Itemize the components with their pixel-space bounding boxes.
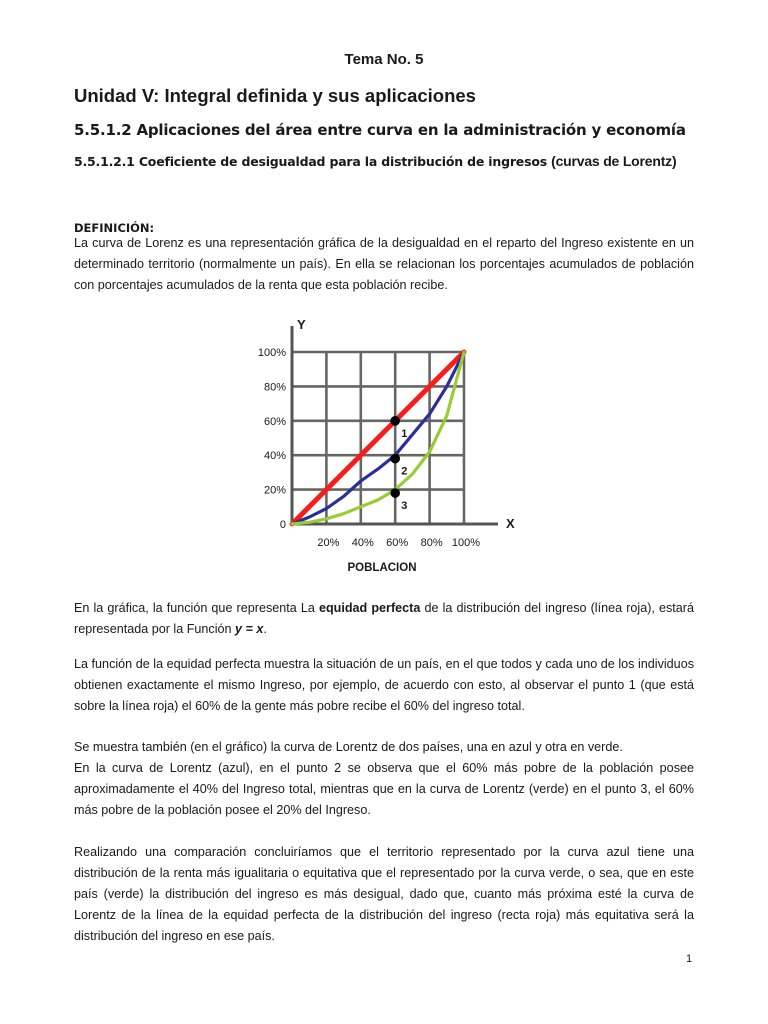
section-heading: 5.5.1.2 Aplicaciones del área entre curva en la administración y economía	[74, 121, 686, 139]
p1-pre: En la gráfica, la función que representa La	[74, 601, 319, 615]
y-tick-label: 40%	[263, 450, 286, 463]
y-tick-label: 60%	[263, 415, 286, 428]
subsection-text: 5.5.1.2.1 Coeficiente de desigualdad para la distribución de ingresos	[74, 154, 547, 169]
paragraph-3a: Se muestra también (en el gráfico) la curva de Lorentz de dos países, una en azul y otra en verde.	[74, 740, 623, 754]
page-number: 1	[686, 953, 693, 965]
definition-paragraph: La curva de Lorenz es una representación gráfica de la desigualdad en el reparto del Ingreso existente en un determinado territorio (normalmente un país). En ella se relacionan los porcentajes acumulados de población con porcentajes acumulados de la renta que esta población recibe.	[74, 236, 694, 292]
lorenz-chart	[220, 312, 530, 582]
paragraph-equidad	[74, 598, 694, 640]
subsection-paren: (curvas de Lorentz)	[551, 153, 677, 169]
paragraph-2-block	[74, 654, 694, 717]
y-axis-letter: Y	[297, 317, 306, 332]
x-tick-label: 20%	[317, 537, 340, 549]
p1-bold: equidad perfecta	[318, 601, 421, 615]
y-tick-label: 100%	[257, 347, 286, 359]
point-label-2: 2	[401, 465, 408, 478]
definition-text	[74, 233, 694, 296]
paragraph-3b: En la curva de Lorentz (azul), en el punto 2 se observa que el 60% más pobre de la población posee aproximadamente el 40% del Ingreso total, mientras que en la curva de Lorentz (verde) en el punto 3, el 60% más pobre de la población posee el 20% del Ingreso.	[74, 761, 694, 817]
y-tick-label: 0	[279, 519, 286, 531]
paragraph-2: La función de la equidad perfecta muestra la situación de un país, en el que todos y cada uno de los individuos obtienen exactamente el mismo Ingreso, por ejemplo, de acuerdo con esto, al observar el punto 1 (que está sobre la línea roja) el 60% de la gente más pobre recibe el 60% del ingreso total.	[74, 657, 694, 713]
x-axis-label: POBLACION	[347, 562, 417, 574]
paragraph-4: Realizando una comparación concluiríamos que el territorio representado por la curva azul tiene una distribución de la renta más igualitaria o equitativa que el representado por la curva verde, o sea, que en este país (verde) la distribución del ingreso es más desigual, dado que, cuanto más próxima esté la curva de Lorentz de la línea de la equidad perfecta de la distribución del ingreso (recta roja) más equitativa será la distribución del ingreso en ese país.	[74, 845, 694, 943]
x-tick-label: 40%	[351, 537, 374, 549]
p1-end: .	[263, 622, 267, 636]
x-tick-label: 80%	[420, 537, 443, 549]
point-marker-1	[390, 416, 400, 426]
definition-heading: DEFINICIÓN:	[74, 221, 155, 235]
p1-mid: de la distribución del ingreso (línea roja), estará representada por la Función	[74, 601, 695, 636]
point-marker-2	[390, 454, 400, 464]
point-marker-3	[390, 488, 400, 498]
paragraph-3-block	[74, 737, 694, 821]
paragraph-4-block	[74, 842, 694, 947]
unit-title: Unidad V: Integral definida y sus aplicaciones	[74, 85, 476, 106]
subsection-heading	[74, 153, 676, 169]
x-tick-label: 100%	[451, 537, 481, 549]
y-tick-label: 20%	[263, 484, 286, 497]
p1-formula: y = x	[235, 622, 264, 636]
point-label-3: 3	[401, 500, 408, 513]
x-axis-letter: X	[506, 516, 515, 531]
tema-title: Tema No. 5	[344, 51, 424, 68]
chart-points	[390, 416, 407, 512]
point-label-1: 1	[401, 427, 408, 440]
y-tick-label: 80%	[263, 381, 286, 394]
chart-series	[292, 352, 464, 524]
x-tick-label: 60%	[386, 537, 409, 549]
paragraph-1	[74, 598, 694, 640]
